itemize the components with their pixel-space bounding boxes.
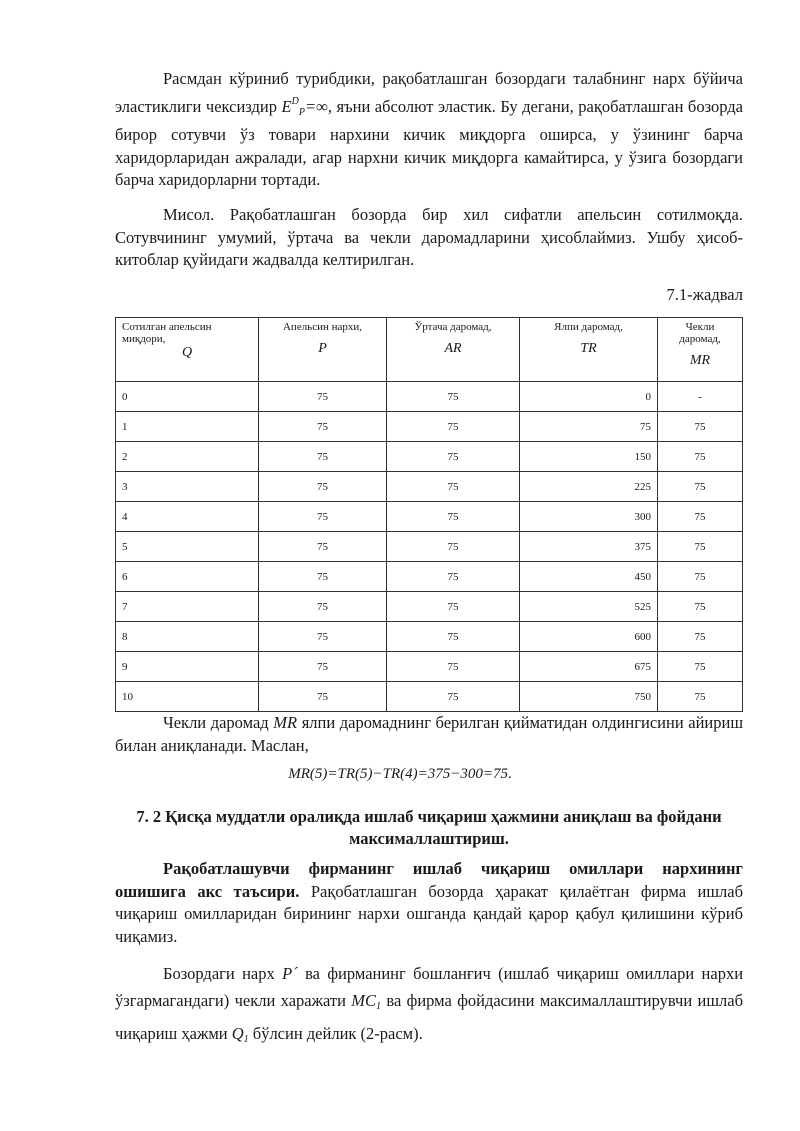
- table-cell: 75: [658, 682, 743, 712]
- para3-text-a: Чекли даромад: [163, 713, 269, 732]
- table-row: [116, 502, 743, 532]
- header-symbol: TR: [580, 341, 597, 356]
- paragraph-factor-price: [115, 858, 743, 948]
- table-cell: 7: [116, 592, 259, 622]
- table-cell: 75: [259, 592, 387, 622]
- table-cell: 75: [387, 592, 520, 622]
- table-caption: 7.1-жадвал: [666, 285, 743, 304]
- table-row: [116, 412, 743, 442]
- table-cell: 75: [387, 442, 520, 472]
- formula-rhs: =∞: [304, 96, 328, 116]
- formula-end: .: [508, 766, 512, 782]
- table-cell: 75: [387, 412, 520, 442]
- table-cell: 9: [116, 652, 259, 682]
- header-marginal-revenue: [658, 318, 743, 382]
- para1-text-b: , яъни абсолют эластик. Бу дегани, рақобатлашган бозорда бирор сотувчи ўз товари нархини кичик миқдорга оширса, у ўзининг барча харидорларидан ажралади, агар нархни кичик миқдорга камайтирса, у ўзига бозордаги барча харидорларни тортади.: [115, 96, 743, 189]
- table-cell: 6: [116, 562, 259, 592]
- table-cell: 4: [116, 502, 259, 532]
- table-cell: 75: [259, 382, 387, 412]
- table-cell: 5: [116, 532, 259, 562]
- table-cell: 375: [520, 532, 658, 562]
- table-cell: 675: [520, 652, 658, 682]
- header-quantity: [116, 318, 259, 382]
- mc-symbol: [351, 991, 381, 1010]
- table-row: [116, 472, 743, 502]
- table-cell: 75: [387, 622, 520, 652]
- table-cell: 75: [259, 562, 387, 592]
- paragraph-market-price: [115, 960, 743, 1053]
- header-label: Ўртача даромад,: [414, 321, 492, 333]
- para5-text-a: Бозордаги нарх: [163, 964, 275, 983]
- header-price: [259, 318, 387, 382]
- table-cell: 3: [116, 472, 259, 502]
- table-cell: 0: [116, 382, 259, 412]
- table-cell: 225: [520, 472, 658, 502]
- table-cell: 75: [259, 532, 387, 562]
- table-cell: 75: [259, 622, 387, 652]
- header-label: Сотилган апельсин миқдори,: [122, 321, 212, 345]
- table-cell: 75: [658, 472, 743, 502]
- table-cell: 75: [259, 412, 387, 442]
- para5-text-b: ва фирманинг бошланғич (ишлаб чиқариш омиллари нархи ўзгармагандаги) чекли харажати: [115, 964, 744, 1010]
- table-cell: 75: [658, 442, 743, 472]
- table-row: [116, 382, 743, 412]
- mr-symbol: MR: [273, 713, 298, 732]
- section-heading: 7. 2 Қисқа муддатли оралиқда ишлаб чиқариш ҳажмини аниқлаш ва фойдани максималлаштириш.: [136, 807, 722, 848]
- table-row: [116, 442, 743, 472]
- table-cell: 75: [658, 592, 743, 622]
- mc-sub: 1: [376, 1001, 382, 1012]
- table-cell: 75: [387, 382, 520, 412]
- table-cell: 75: [387, 502, 520, 532]
- formula-sup: D: [291, 95, 299, 107]
- table-header-row: [116, 318, 743, 382]
- header-symbol: P: [318, 341, 327, 356]
- table-cell: 75: [387, 652, 520, 682]
- table-cell: 600: [520, 622, 658, 652]
- mc-base: MC: [351, 991, 377, 1010]
- table-cell: 75: [658, 652, 743, 682]
- para1-text-a: Расмдан кўриниб турибдики, рақобатлашган бозордаги талабнинг нарх бўйича эластиклиги чексиздир: [115, 69, 743, 116]
- table-row: [116, 562, 743, 592]
- para3-text-b: ялпи даромаднинг берилган қийматидан олдингисини айириш билан аниқланади. Маслан,: [115, 713, 744, 755]
- table-row: [116, 652, 743, 682]
- table-row: [116, 592, 743, 622]
- table-row: [116, 532, 743, 562]
- table-cell: 1: [116, 412, 259, 442]
- table-cell: 750: [520, 682, 658, 712]
- table-cell: 75: [387, 472, 520, 502]
- table-cell: 75: [520, 412, 658, 442]
- revenue-table: [115, 317, 743, 712]
- para4-bold: Рақобатлашувчи фирманинг ишлаб чиқариш омиллари нархининг ошишига акс таъсири.: [115, 859, 743, 901]
- header-label: Апельсин нархи,: [282, 321, 363, 333]
- table-cell: 75: [387, 562, 520, 592]
- table-cell: 525: [520, 592, 658, 622]
- elasticity-formula: [282, 97, 328, 116]
- table-cell: 75: [259, 442, 387, 472]
- table-cell: 75: [259, 682, 387, 712]
- header-average-revenue: [387, 318, 520, 382]
- header-symbol: MR: [689, 353, 711, 368]
- table-cell: 150: [520, 442, 658, 472]
- formula-text: MR(5)=TR(5)−TR(4)=375−300=75: [288, 766, 508, 782]
- table-cell: 8: [116, 622, 259, 652]
- mr-formula: [0, 766, 800, 783]
- table-cell: 75: [658, 502, 743, 532]
- table-cell: -: [658, 382, 743, 412]
- table-cell: 10: [116, 682, 259, 712]
- table-cell: 75: [259, 472, 387, 502]
- table-cell: 75: [259, 502, 387, 532]
- para4-rest: Рақобатлашган бозорда ҳаракат қилаётган фирма ишлаб чиқариш омилларидан бирининг нархи ошганда қандай қарор қабул қилишини кўриб чиқамиз.: [115, 881, 743, 946]
- table-cell: 75: [658, 622, 743, 652]
- table-cell: 75: [387, 682, 520, 712]
- formula-base: E: [281, 96, 292, 116]
- paragraph-example: Мисол. Рақобатлашган бозорда бир хил сифатли апельсин сотилмоқда. Сотувчининг умумий, ўртача ва чекли даромадларини ҳисоблаймиз. Ушбу ҳисоб-китоблар қуйидаги жадвалда келтирилган.: [115, 205, 743, 269]
- table-row: [116, 682, 743, 712]
- q-base: Q: [231, 1024, 244, 1043]
- para5-text-c: ва фирма фойдасини максималлаштирувчи ишлаб чиқариш ҳажми: [115, 991, 744, 1043]
- q-symbol: [232, 1024, 249, 1043]
- table-cell: 75: [658, 532, 743, 562]
- table-cell: 75: [387, 532, 520, 562]
- table-cell: 75: [658, 562, 743, 592]
- table-cell: 2: [116, 442, 259, 472]
- para5-text-d: бўлсин дейлик (2-расм).: [252, 1024, 423, 1043]
- table-row: [116, 622, 743, 652]
- paragraph-elasticity: [115, 68, 743, 192]
- header-symbol: AR: [444, 341, 462, 356]
- header-label: Чекли даромад,: [679, 321, 721, 345]
- formula-sub: P: [298, 106, 305, 118]
- table-cell: 75: [259, 652, 387, 682]
- table-cell: 0: [520, 382, 658, 412]
- table-cell: 75: [658, 412, 743, 442]
- table-cell: 300: [520, 502, 658, 532]
- paragraph-marginal: [115, 712, 743, 757]
- table-body: [116, 382, 743, 712]
- table-cell: 450: [520, 562, 658, 592]
- q-sub: 1: [243, 1034, 249, 1045]
- price-symbol: P´: [282, 964, 298, 983]
- header-symbol: Q: [181, 345, 193, 360]
- header-total-revenue: [520, 318, 658, 382]
- header-label: Ялпи даромад,: [554, 321, 623, 333]
